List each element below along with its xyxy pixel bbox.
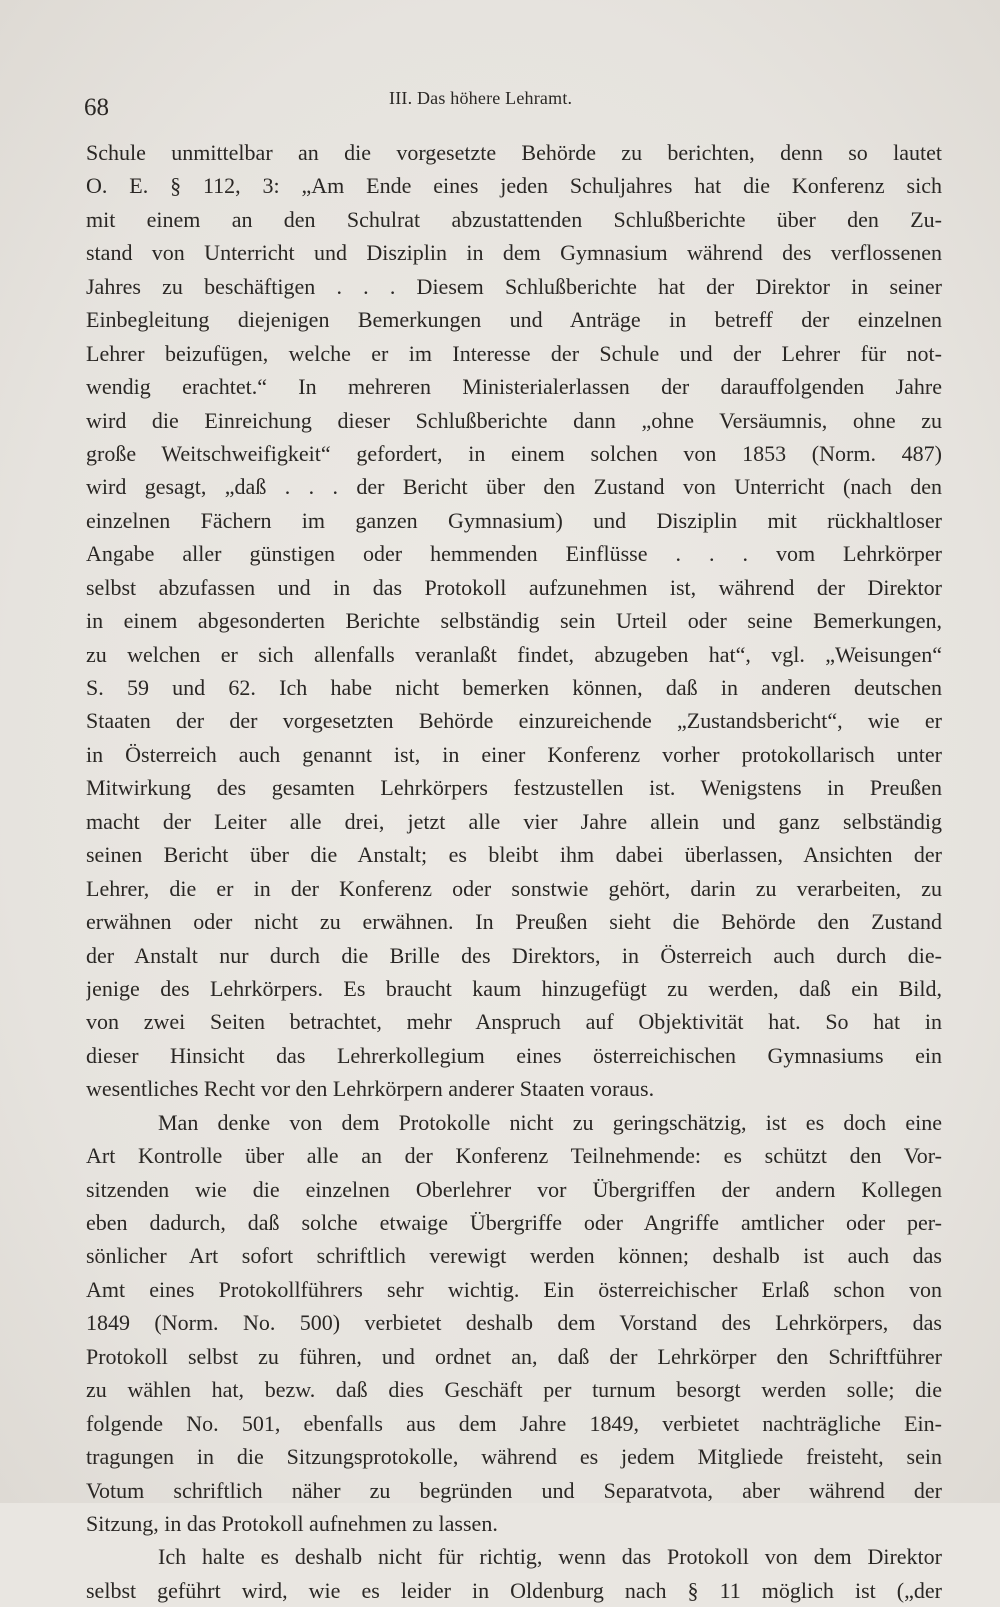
text-line: Staaten der der vorgesetzten Behörde einzureichende „Zustandsbericht“, wie er [86, 708, 942, 734]
page-header [84, 86, 944, 120]
text-line: in einem abgesonderten Berichte selbständig sein Urteil oder seine Bemerkungen, [86, 608, 942, 634]
text-line: macht der Leiter alle drei, jetzt alle vier Jahre allein und ganz selbständig [86, 808, 942, 834]
text-line: seinen Bericht über die Anstalt; es bleibt ihm dabei überlassen, Ansichten der [86, 842, 942, 868]
text-line: Ich halte es deshalb nicht für richtig, wenn das Protokoll von dem Direktor [158, 1544, 942, 1570]
text-line: Votum schriftlich näher zu begründen und Separatvota, aber während der [86, 1477, 942, 1503]
text-line: Sitzung, in das Protokoll aufnehmen zu lassen. [86, 1510, 498, 1536]
text-line: selbst abzufassen und in das Protokoll aufzunehmen ist, während der Direktor [86, 574, 942, 600]
text-line: Angabe aller günstigen oder hemmenden Einflüsse . . . vom Lehrkörper [86, 541, 942, 567]
text-line: zu wählen hat, bezw. daß dies Geschäft per turnum besorgt werden solle; die [86, 1377, 942, 1403]
text-line: in Österreich auch genannt ist, in einer Konferenz vorher protokollarisch unter [86, 741, 942, 767]
text-line: sitzenden wie die einzelnen Oberlehrer vor Übergriffen der andern Kollegen [86, 1176, 942, 1202]
text-line: Lehrer, die er in der Konferenz oder sonstwie gehört, darin zu verarbeiten, zu [86, 875, 942, 901]
page-number: 68 [84, 94, 109, 121]
text-line: O. E. § 112, 3: „Am Ende eines jeden Schuljahres hat die Konferenz sich [86, 173, 942, 199]
text-line: Jahres zu beschäftigen . . . Diesem Schlußberichte hat der Direktor in seiner [86, 273, 942, 299]
text-line: wesentliches Recht vor den Lehrkörpern anderer Staaten voraus. [86, 1076, 655, 1102]
text-line: große Weitschweifigkeit“ gefordert, in einem solchen von 1853 (Norm. 487) [86, 440, 942, 466]
text-line: wird gesagt, „daß . . . der Bericht über den Zustand von Unterricht (nach den [86, 474, 942, 500]
text-line: S. 59 und 62. Ich habe nicht bemerken können, daß in anderen deutschen [86, 675, 942, 700]
text-line: einzelnen Fächern im ganzen Gymnasium) und Disziplin mit rückhaltloser [86, 507, 942, 533]
text-line: jenige des Lehrkörpers. Es braucht kaum hinzugefügt zu werden, daß ein Bild, [86, 975, 942, 1001]
text-line: zu welchen er sich allenfalls veranlaßt findet, abzugeben hat“, vgl. „Weisungen“ [86, 641, 942, 667]
text-line: eben dadurch, daß solche etwaige Übergriffe oder Angriffe amtlicher oder per- [86, 1210, 942, 1235]
paragraph [86, 136, 942, 1106]
text-line: Protokoll selbst zu führen, und ordnet an, daß der Lehrkörper den Schriftführer [86, 1343, 942, 1369]
text-line: wird die Einreichung dieser Schlußberichte dann „ohne Versäumnis, ohne zu [86, 407, 942, 433]
running-head: III. Das höhere Lehramt. [389, 88, 573, 108]
text-line: selbst geführt wird, wie es leider in Oldenburg nach § 11 möglich ist („der [86, 1577, 942, 1603]
text-line: Mitwirkung des gesamten Lehrkörpers festzustellen ist. Wenigstens in Preußen [86, 775, 942, 801]
text-line: tragungen in die Sitzungsprotokolle, während es jedem Mitgliede freisteht, sein [86, 1444, 942, 1470]
text-line: Einbegleitung diejenigen Bemerkungen und Anträge in betreff der einzelnen [86, 307, 942, 333]
text-line: wendig erachtet.“ In mehreren Ministerialerlassen der darauffolgenden Jahre [86, 374, 942, 400]
paragraph [86, 1106, 942, 1541]
text-line: von zwei Seiten betrachtet, mehr Anspruch auf Objektivität hat. So hat in [86, 1009, 942, 1035]
text-line: mit einem an den Schulrat abzustattenden Schlußberichte über den Zu- [86, 206, 942, 232]
text-line: Art Kontrolle über alle an der Konferenz Teilnehmende: es schützt den Vor- [86, 1143, 942, 1169]
text-line: sönlicher Art sofort schriftlich verewigt werden können; deshalb ist auch das [86, 1243, 942, 1269]
text-line: dieser Hinsicht das Lehrerkollegium eines österreichischen Gymnasiums ein [86, 1042, 942, 1068]
text-line: Amt eines Protokollführers sehr wichtig. Ein österreichischer Erlaß schon von [86, 1276, 942, 1302]
text-line: folgende No. 501, ebenfalls aus dem Jahre 1849, verbietet nachträgliche Ein- [86, 1410, 942, 1436]
text-line: 1849 (Norm. No. 500) verbietet deshalb dem Vorstand des Lehrkörpers, das [86, 1310, 942, 1336]
text-line: Man denke von dem Protokolle nicht zu geringschätzig, ist es doch eine [158, 1109, 942, 1135]
body-text [86, 136, 942, 1607]
paragraph [86, 1540, 942, 1607]
text-line: Lehrer beizufügen, welche er im Interesse der Schule und der Lehrer für not- [86, 340, 942, 366]
text-line: stand von Unterricht und Disziplin in dem Gymnasium während des verflossenen [86, 240, 942, 266]
text-line: erwähnen oder nicht zu erwähnen. In Preußen sieht die Behörde den Zustand [86, 909, 942, 935]
text-line: der Anstalt nur durch die Brille des Direktors, in Österreich auch durch die- [86, 942, 942, 968]
text-line: Schule unmittelbar an die vorgesetzte Behörde zu berichten, denn so lautet [86, 140, 942, 165]
